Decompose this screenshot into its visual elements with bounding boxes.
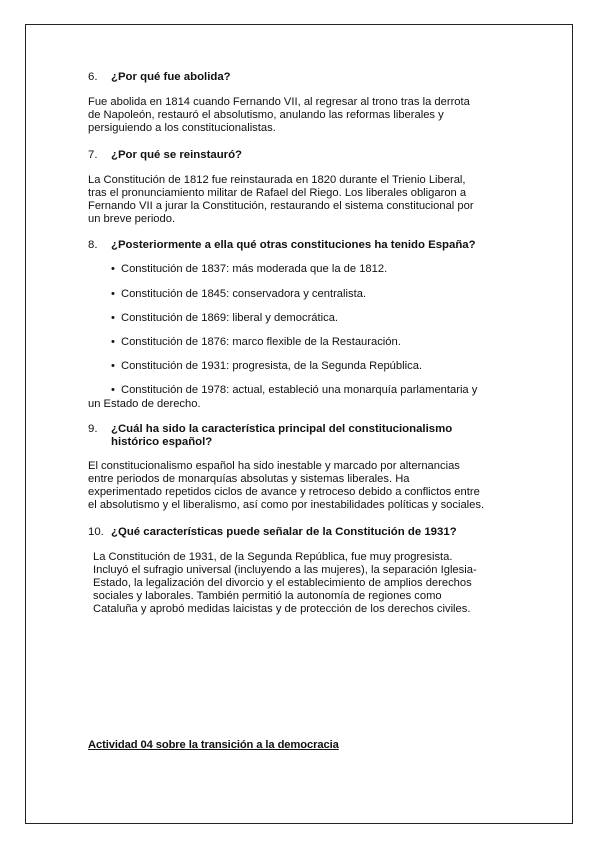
- list-item: • Constitución de 1837: más moderada que la de 1812.: [111, 263, 388, 276]
- answer-line: Fernando VII a jurar la Constitución, restaurando el sistema constitucional por: [88, 200, 474, 213]
- question-7-heading: [88, 149, 523, 162]
- list-item: • Constitución de 1978: actual, estableció una monarquía parlamentaria y un Estado de derecho.: [88, 384, 478, 410]
- answer-10: [88, 551, 523, 617]
- list-item: • Constitución de 1876: marco flexible de la Restauración.: [111, 336, 401, 349]
- answer-line: tras el pronunciamiento militar de Rafael del Riego. Los liberales obligaron a: [88, 186, 467, 199]
- question-number: 7.: [88, 148, 98, 161]
- question-number: 8.: [88, 239, 98, 252]
- constitutions-list: [88, 263, 523, 410]
- answer-line: persiguiendo a los constitucionalistas.: [88, 122, 276, 135]
- question-9-heading: [88, 423, 523, 449]
- list-item: • Constitución de 1845: conservadora y centralista.: [111, 287, 367, 300]
- question-title: ¿Qué características puede señalar de la Constitución de 1931?: [111, 525, 457, 538]
- list-item: • Constitución de 1931: progresista, de la Segunda República.: [111, 360, 423, 373]
- bullet-icon: •: [111, 311, 115, 324]
- document-content: [88, 71, 523, 617]
- answer-6: [88, 96, 523, 136]
- question-number: 6.: [88, 71, 98, 83]
- bullet-icon: •: [111, 336, 115, 349]
- answer-line: un breve periodo.: [88, 213, 176, 226]
- answer-line: de Napoleón, restauró el absolutismo, anulando las reformas liberales y: [88, 109, 444, 122]
- activity-heading: Actividad 04 sobre la transición a la democracia: [88, 739, 339, 751]
- question-title: ¿Por qué fue abolida?: [111, 71, 231, 83]
- question-title: ¿Posteriormente a ella qué otras constituciones ha tenido España?: [111, 239, 476, 252]
- question-10-heading: [88, 526, 523, 539]
- list-item: • Constitución de 1869: liberal y democrática.: [111, 311, 339, 324]
- answer-line: experimentado repetidos ciclos de avance y retroceso debido a conflictos entre: [88, 486, 480, 499]
- answer-line: sociales y laborales. También permitió la autonomía de regiones como: [93, 590, 442, 603]
- answer-line: el absolutismo y el liberalismo, así como por inestabilidades políticas y sociales.: [88, 499, 485, 512]
- bullet-icon: •: [111, 287, 115, 300]
- question-number: 9.: [88, 422, 98, 435]
- question-number: 10.: [88, 525, 104, 538]
- answer-line: Cataluña y aprobó medidas laicistas y de protección de los derechos civiles.: [93, 603, 471, 616]
- question-title: ¿Cuál ha sido la característica principal del constitucionalismo histórico español?: [111, 422, 453, 448]
- answer-line: La Constitución de 1931, de la Segunda República, fue muy progresista.: [93, 550, 453, 563]
- answer-line: Fue abolida en 1814 cuando Fernando VII, al regresar al trono tras la derrota: [88, 96, 470, 108]
- question-8-heading: [88, 239, 523, 252]
- answer-9: [88, 460, 523, 513]
- bullet-icon: •: [111, 360, 115, 373]
- answer-line: Incluyó el sufragio universal (incluyendo a las mujeres), la separación Iglesia-: [93, 563, 477, 576]
- bullet-icon: •: [111, 263, 115, 276]
- question-title: ¿Por qué se reinstauró?: [111, 148, 243, 161]
- answer-line: entre periodos de monarquías absolutas y sistemas liberales. Ha: [88, 473, 410, 486]
- answer-line: Estado, la legalización del divorcio y el establecimiento de amplios derechos: [93, 577, 472, 590]
- bullet-icon: •: [111, 384, 115, 397]
- answer-line: El constitucionalismo español ha sido inestable y marcado por alternancias: [88, 459, 460, 472]
- question-6-heading: [88, 71, 523, 84]
- answer-line: La Constitución de 1812 fue reinstaurada en 1820 durante el Trienio Liberal,: [88, 173, 466, 186]
- answer-7: [88, 174, 523, 227]
